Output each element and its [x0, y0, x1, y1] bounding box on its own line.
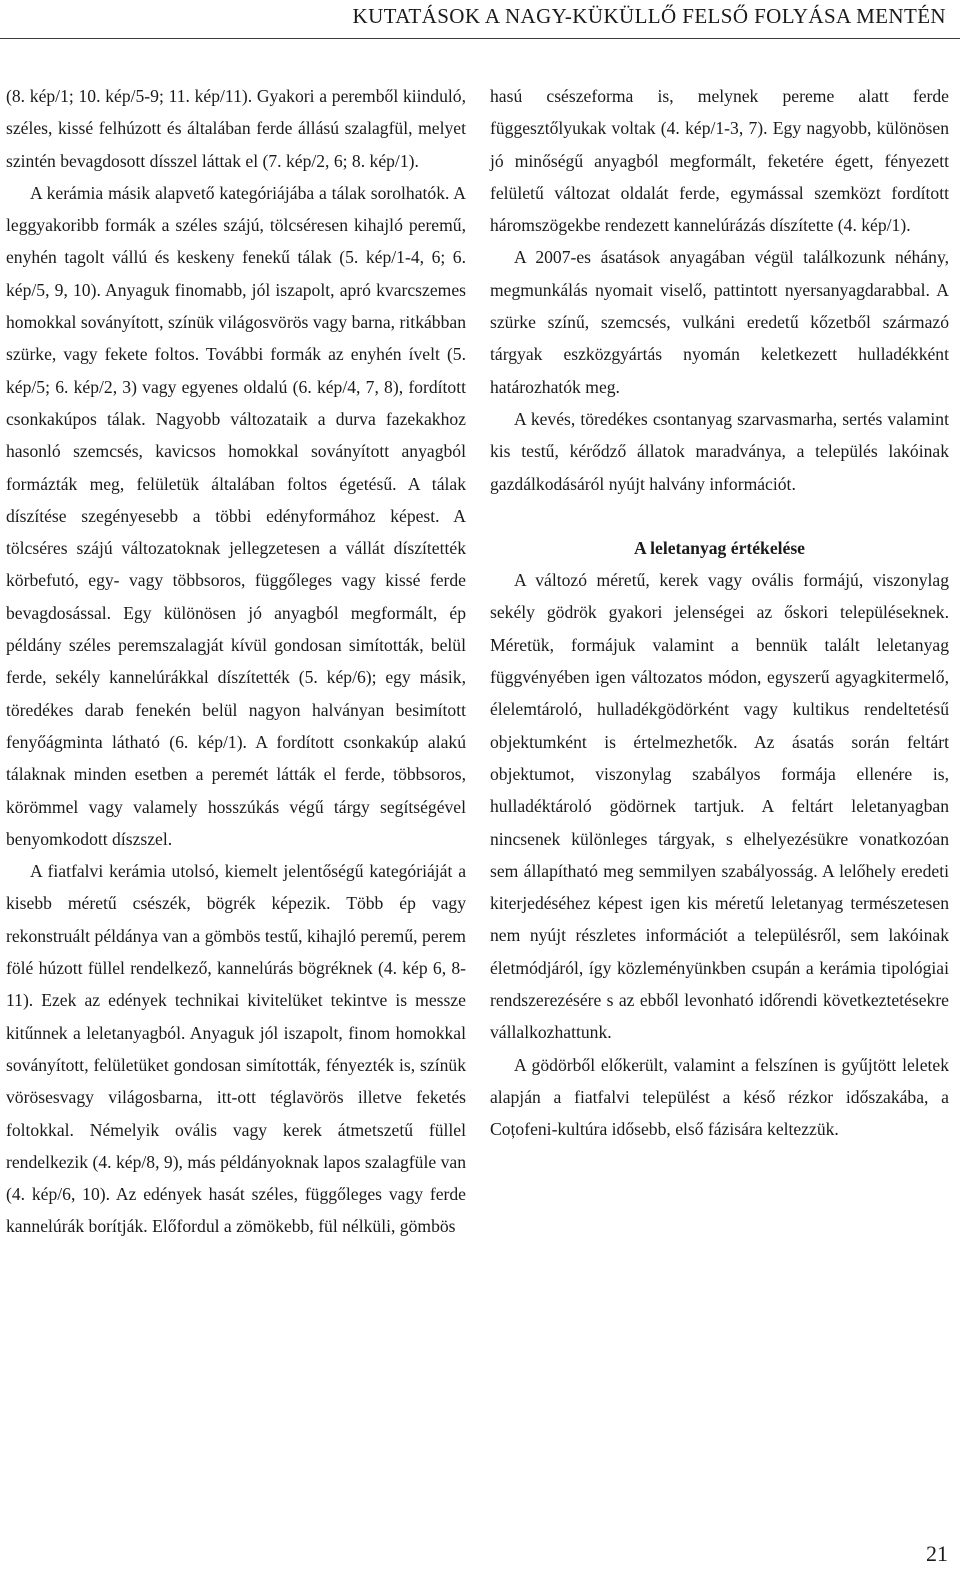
- paragraph: A változó méretű, kerek vagy ovális formájú, viszonylag sekély gödrök gyakori jelenségei az őskori településeknek. Méretük, formájuk valamint a bennük talált leletanyag függvényében igen változatos módon, egyszerű agyagkitermelő, élelemtároló, hulladékgödörként vagy kultikus rendeltetésű objektumként is értelmezhetők. Az ásatás során feltárt objektumot, viszonylag szabályos formája ellenére is, hulladéktároló gödörnek tartjuk. A feltárt leletanyagban nincsenek különleges tárgyak, s elhelyezésükre vonatkozóan sem állapítható meg semmilyen szabályosság. A lelőhely eredeti kiterjedéséhez képest igen kis méretű leletanyag természetesen nem nyújt részletes információt a településről, sem lakóinak életmódjáról, így közleményünkben csupán a kerámia tipológiai rendszerezésére s az ebből levonható időrendi következtetésekre vállalkozhattunk.: [490, 570, 949, 1043]
- paragraph: A kerámia másik alapvető kategóriájába a tálak sorolhatók. A leggyakoribb formák a széles szájú, tölcséresen kihajló peremű, enyhén tagolt vállú és keskeny fenekű tálak (5. kép/1-4, 6; 6. kép/5, 9, 10). Anyaguk finomabb, jól iszapolt, apró kvarcszemes homokkal soványított, színük világosvörös vagy barna, ritkábban szürke, vagy fekete foltos. További formák az enyhén ívelt (5. kép/5; 6. kép/2, 3) vagy egyenes oldalú (6. kép/4, 7, 8), fordított csonkakúpos tálak. Nagyobb változataik a durva fazekakhoz hasonló szemcsés, kavicsos homokkal soványított anyagból formázták meg, felületük általában foltos égetésű. A tálak díszítése szegényesebb a többi edényformához képest. A tölcséres szájú változatoknak jellegzetesen a vállát díszítették körbefutó, egy- vagy többsoros, függőleges vagy kissé ferde bevagdosással. Egy különösen jó anyagból megformált, ép példány széles peremszalagját kívül gondosan simították, belül ferde, sekély kannelúrákkal díszítették (5. kép/6); egy másik, töredékes darab fenekén belül nagyon halványan besimított fenyőágminta látható (6. kép/1). A fordított csonkakúp alakú tálaknak minden esetben a peremét látták el ferde, többsoros, körömmel vagy valamely hosszúkás végű tárgy segítségével benyomkodott díszszel.: [6, 182, 466, 849]
- paragraph-continued: hasú csészeforma is, melynek pereme alatt ferde függesztőlyukak voltak (4. kép/1-3, 7). Egy nagyobb, különösen jó minőségű anyagból megformált, feketére égett, fényezett felületű változat oldalát ferde, egymással szemközt fordított háromszögekbe rendezett kannelúrázás díszítette (4. kép/1).: [490, 86, 949, 236]
- paragraph: A 2007-es ásatások anyagában végül találkozunk néhány, megmunkálás nyomait viselő, pattintott nyersanyagdarabbal. A szürke színű, szemcsés, vulkáni eredetű kőzetből származó tárgyak eszközgyártás nyomán keletkezett hulladékként határozhatók meg.: [490, 247, 949, 397]
- running-header: KUTATÁSOK A NAGY-KÜKÜLLŐ FELSŐ FOLYÁSA MENTÉN: [352, 4, 946, 28]
- section-heading: A leletanyag értékelése: [634, 537, 805, 558]
- paragraph-continued: (8. kép/1; 10. kép/5-9; 11. kép/11). Gyakori a peremből kiinduló, széles, kissé felhúzott és általában ferde állású szalagfül, melyet szintén bevagdosott dísszel láttak el (7. kép/2, 6; 8. kép/1).: [6, 86, 466, 171]
- header-rule: [0, 38, 960, 39]
- left-column: [6, 80, 466, 1243]
- page-number: 21: [926, 1541, 948, 1566]
- paragraph: A gödörből előkerült, valamint a felszínen is gyűjtött leletek alapján a fiatfalvi települést a késő rézkor időszakába, a Coțofeni-kultúra idősebb, első fázisára keltezzük.: [490, 1054, 949, 1140]
- paragraph: A kevés, töredékes csontanyag szarvasmarha, sertés valamint kis testű, kérődző állatok maradványa, a település lakóinak gazdálkodásáról nyújt halvány információt.: [490, 408, 949, 494]
- right-column: [490, 80, 949, 1146]
- paragraph: A fiatfalvi kerámia utolsó, kiemelt jelentőségű kategóriáját a kisebb méretű csészék, bögrék képezik. Több ép vagy rekonstruált példánya van a gömbös testű, kihajló peremű, perem fölé húzott füllel rendelkező, kannelúrás bögréknek (4. kép 6, 8-11). Ezek az edények technikai kivitelüket tekintve is messze kitűnnek a leletanyagból. Anyaguk jól iszapolt, finom homokkal soványított, felületüket gondosan simították, fényezték is, színük vörösesvagy világosbarna, itt-ott téglavörös illetve feketés foltokkal. Némelyik ovális vagy kerek átmetszetű füllel rendelkezik (4. kép/8, 9), más példányoknak lapos szalagfüle van (4. kép/6, 10). Az edények hasát széles, függőleges vagy ferde kannelúrák borítják. Előfordul a zömökebb, fül nélküli, gömbös: [6, 861, 466, 1237]
